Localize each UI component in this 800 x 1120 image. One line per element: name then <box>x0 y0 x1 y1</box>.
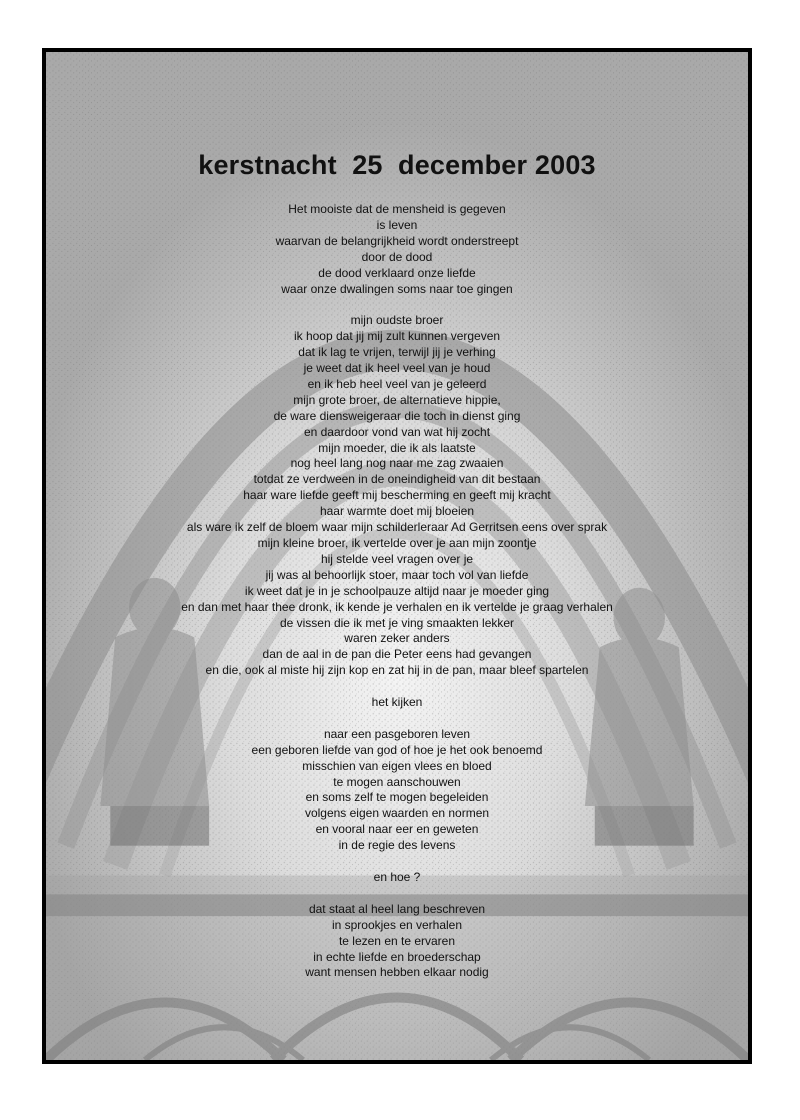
poem-line: te lezen en te ervaren <box>338 933 456 948</box>
poem-line: totdat ze verdween in de oneindigheid van dit bestaan <box>253 472 541 487</box>
poem-line: in de regie des levens <box>338 838 456 853</box>
poem-line: en dan met haar thee dronk, ik kende je verhalen en ik vertelde je graag verhalen <box>181 599 613 614</box>
poem-line: Het mooiste dat de mensheid is gegeven <box>288 202 506 216</box>
poem-line: mijn kleine broer, ik vertelde over je aan mijn zoontje <box>257 536 537 551</box>
stanza-break <box>46 711 748 727</box>
poem-line: de dood verklaard onze liefde <box>318 265 476 280</box>
poem-line: en hoe ? <box>373 870 421 884</box>
poem-text <box>46 202 748 981</box>
poem-line: in echte liefde en broederschap <box>313 949 481 964</box>
poem-line: want mensen hebben elkaar nodig <box>305 965 489 980</box>
stanza-break <box>46 886 748 902</box>
poem-line: en ik heb heel veel van je geleerd <box>307 376 487 391</box>
stanza-break <box>46 854 748 870</box>
poem-line: te mogen aanschouwen <box>333 774 461 789</box>
poem-line: jij was al behoorlijk stoer, maar toch vol van liefde <box>265 567 529 582</box>
poem-line: waren zeker anders <box>344 631 450 646</box>
poem-line: het kijken <box>371 695 423 710</box>
poem-line: een geboren liefde van god of hoe je het ook benoemd <box>251 742 543 757</box>
poem-line: door de dood <box>361 249 433 264</box>
poem-line: haar ware liefde geeft mij bescherming en geeft mij kracht <box>243 488 551 503</box>
poem-line: nog heel lang nog naar me zag zwaaien <box>290 456 504 471</box>
poem-line: dat staat al heel lang beschreven <box>308 901 486 916</box>
poem-line: naar een pasgeboren leven <box>323 726 471 741</box>
poem-line: volgens eigen waarden en normen <box>304 806 490 821</box>
poem-line: misschien van eigen vlees en bloed <box>302 758 492 773</box>
poem-line: en vooral naar eer en geweten <box>315 822 479 837</box>
poem-line: de ware diensweigeraar die toch in dienst ging <box>273 408 521 423</box>
poem-line: en daardoor vond van wat hij zocht <box>303 424 491 439</box>
poem-line: waar onze dwalingen soms naar toe gingen <box>281 281 513 296</box>
poem-line: mijn oudste broer <box>350 313 444 328</box>
poem-line: hij stelde veel vragen over je <box>320 551 474 566</box>
poem-line: mijn grote broer, de alternatieve hippie, <box>293 392 501 407</box>
poem-line: haar warmte doet mij bloeien <box>319 504 475 519</box>
page-title: kerstnacht 25 december 2003 <box>198 150 596 180</box>
poem-line: in sprookjes en verhalen <box>331 917 463 932</box>
poem-line: ik hoop dat jij mij zult kunnen vergeven <box>293 329 501 344</box>
poem-line: en die, ook al miste hij zijn kop en zat hij in de pan, maar bleef spartelen <box>205 663 589 678</box>
poem-line: mijn moeder, die ik als laatste <box>318 440 476 455</box>
page-frame <box>42 48 752 1064</box>
poem-line: de vissen die ik met je ving smaakten lekker <box>279 615 515 630</box>
poem-line: waarvan de belangrijkheid wordt onderstreept <box>275 233 519 248</box>
stanza-break <box>46 679 748 695</box>
stanza-break <box>46 297 748 313</box>
poem-line: ik weet dat je in je schoolpauze altijd naar je moeder ging <box>244 583 550 598</box>
poem-line: dat ik lag te vrijen, terwijl jij je verhing <box>298 345 496 360</box>
poem-line: is leven <box>376 217 418 232</box>
poem-line: dan de aal in de pan die Peter eens had gevangen <box>262 647 532 662</box>
poem-line: je weet dat ik heel veel van je houd <box>303 361 491 376</box>
poem-line: en soms zelf te mogen begeleiden <box>305 790 489 805</box>
poem-line: als ware ik zelf de bloem waar mijn schilderleraar Ad Gerritsen eens over sprak <box>186 520 608 535</box>
